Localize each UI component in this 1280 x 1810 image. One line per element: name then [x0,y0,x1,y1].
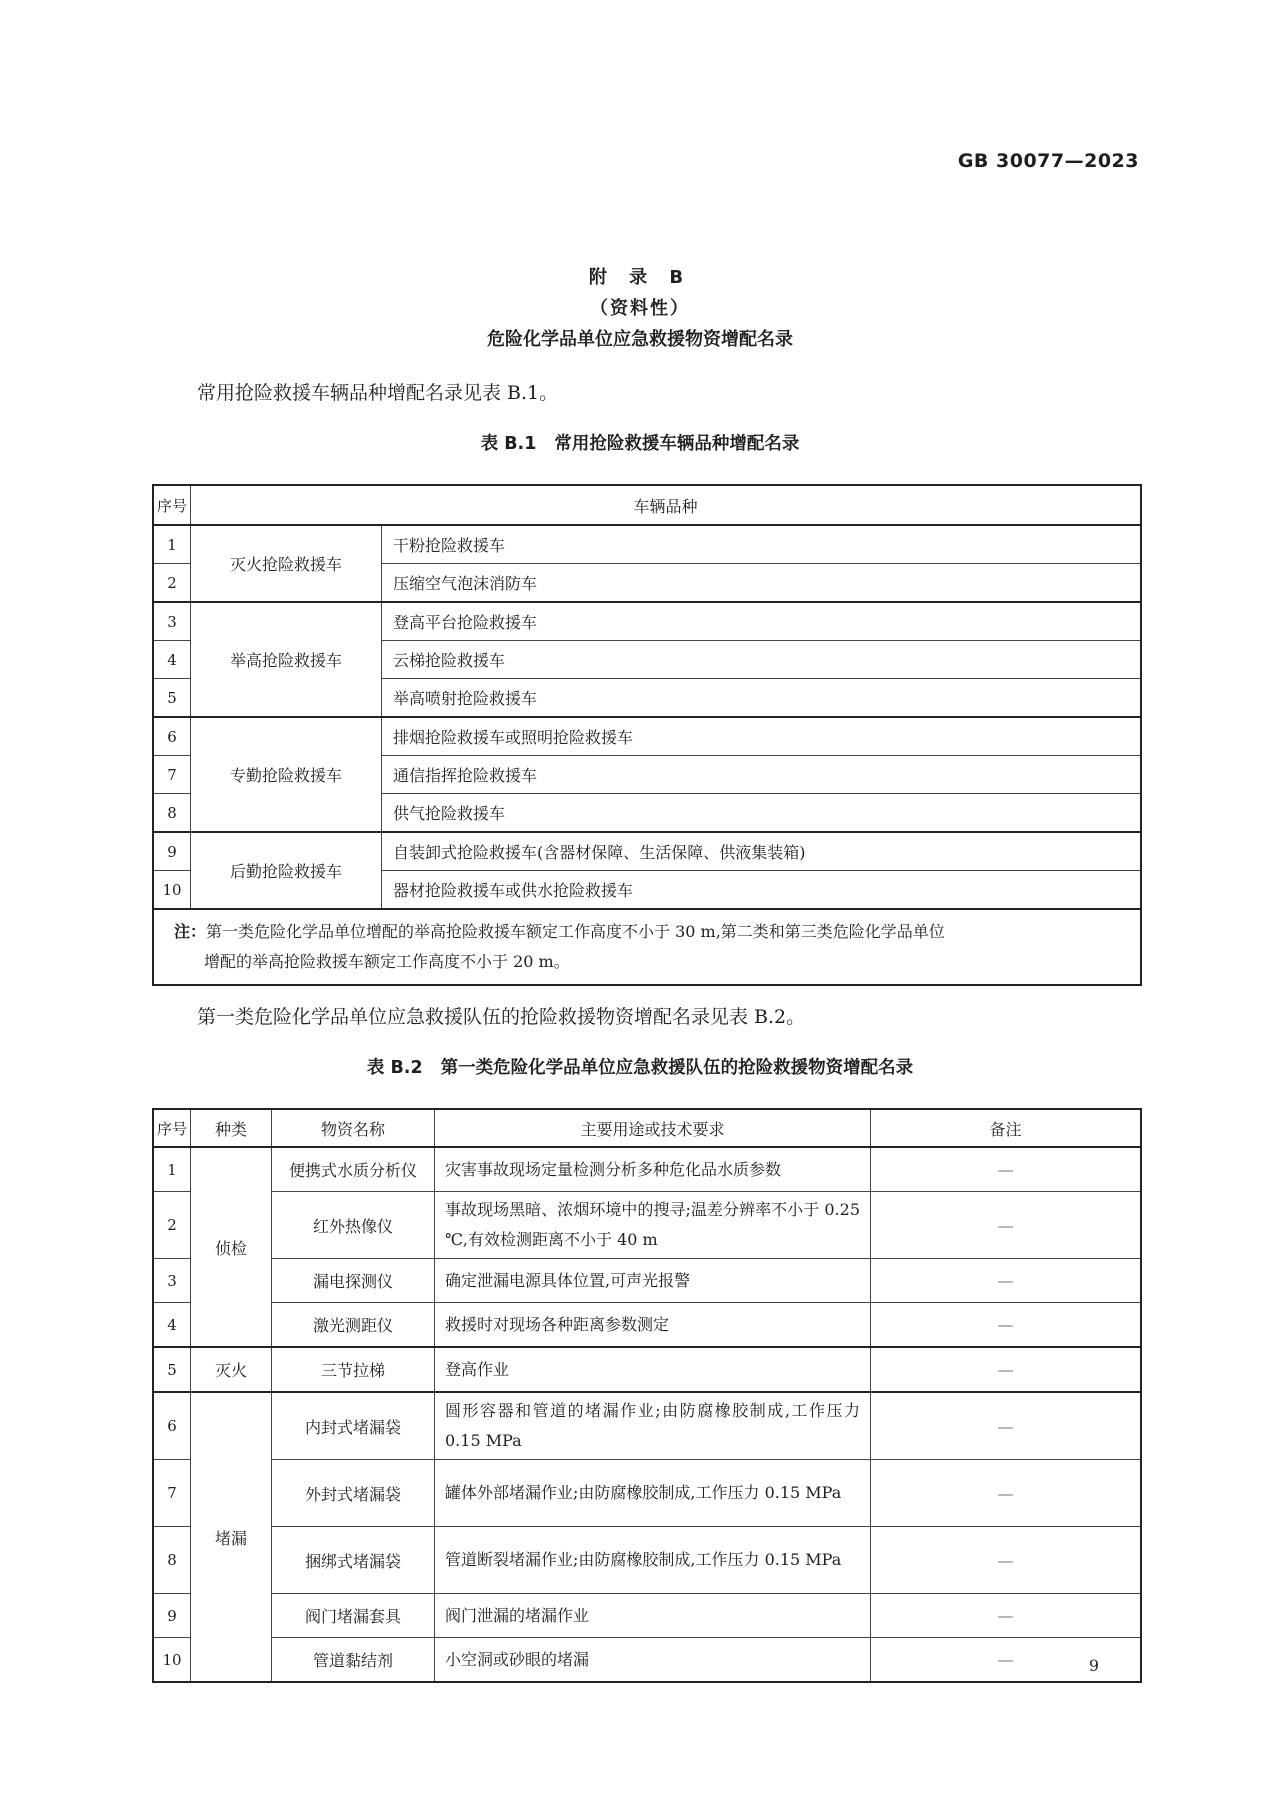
material-remark: — [871,1147,1142,1192]
row-number: 7 [153,756,191,794]
row-number: 5 [153,679,191,718]
table-b2-header-number: 序号 [153,1109,191,1147]
appendix-subtitle: （资料性） [590,298,690,319]
material-usage: 罐体外部堵漏作业;由防腐橡胶制成,工作压力 0.15 MPa [435,1460,871,1527]
material-remark: — [871,1460,1142,1527]
table-b1-header-row [153,485,1141,525]
material-name: 激光测距仪 [272,1303,435,1348]
vehicle-item: 压缩空气泡沫消防车 [382,564,1142,603]
vehicle-item: 通信指挥抢险救援车 [382,756,1142,794]
table-b2-header-usage: 主要用途或技术要求 [435,1109,871,1147]
table-row [153,1192,1141,1259]
material-remark: — [871,1527,1142,1594]
table-b1-caption-title: 常用抢险救援车辆品种增配名录 [554,434,800,454]
vehicle-category: 灭火抢险救援车 [191,525,382,602]
table-b2-header-row [153,1109,1141,1147]
table-row [153,717,1141,756]
material-name: 内封式堵漏袋 [272,1392,435,1460]
row-number: 2 [153,564,191,603]
row-number: 4 [153,1303,191,1348]
table-b2-header-remark: 备注 [871,1109,1142,1147]
table-b2-caption-number: 表 B.2 [366,1058,423,1078]
table-b2-caption [0,1054,1280,1079]
table-b1 [152,484,1142,986]
table-row [153,1638,1141,1683]
intro-paragraph-table-b2: 第一类危险化学品单位应急救援队伍的抢险救援物资增配名录见表 B.2。 [197,1006,806,1028]
material-kind: 灭火 [191,1347,272,1392]
intro-paragraph-table-b1: 常用抢险救援车辆品种增配名录见表 B.1。 [197,382,559,404]
table-b2-header-material: 物资名称 [272,1109,435,1147]
material-name: 便携式水质分析仪 [272,1147,435,1192]
vehicle-category: 举高抢险救援车 [191,602,382,717]
material-usage: 登高作业 [435,1347,871,1392]
row-number: 5 [153,1347,191,1392]
material-usage: 确定泄漏电源具体位置,可声光报警 [435,1259,871,1303]
appendix-title: 附 录 B [588,267,692,288]
vehicle-item: 云梯抢险救援车 [382,641,1142,679]
material-usage: 圆形容器和管道的堵漏作业;由防腐橡胶制成,工作压力 0.15 MPa [435,1392,871,1460]
row-number: 4 [153,641,191,679]
table-row [153,602,1141,641]
material-usage: 事故现场黑暗、浓烟环境中的搜寻;温差分辨率不小于 0.25 ℃,有效检测距离不小于 40 m [435,1192,871,1259]
row-number: 6 [153,717,191,756]
row-number: 9 [153,1594,191,1638]
table-row [153,1392,1141,1460]
material-remark: — [871,1303,1142,1348]
material-name: 红外热像仪 [272,1192,435,1259]
material-remark: — [871,1192,1142,1259]
vehicle-item: 供气抢险救援车 [382,794,1142,833]
table-row [153,525,1141,564]
table-b1-caption-number: 表 B.1 [480,434,537,454]
appendix-heading [0,262,1280,355]
table-row [153,1460,1141,1527]
material-remark: — [871,1392,1142,1460]
material-name: 三节拉梯 [272,1347,435,1392]
table-b2-header-kind: 种类 [191,1109,272,1147]
appendix-main-heading: 危险化学品单位应急救援物资增配名录 [487,329,793,350]
row-number: 7 [153,1460,191,1527]
note-line-2: 增配的举高抢险救援车额定工作高度不小于 20 m。 [204,952,570,971]
material-usage: 小空洞或砂眼的堵漏 [435,1638,871,1683]
table-b1-caption [0,430,1280,455]
vehicle-item: 自装卸式抢险救援车(含器材保障、生活保障、供液集装箱) [382,832,1142,871]
material-remark: — [871,1347,1142,1392]
material-remark: — [871,1259,1142,1303]
row-number: 6 [153,1392,191,1460]
row-number: 8 [153,794,191,833]
material-usage: 灾害事故现场定量检测分析多种危化品水质参数 [435,1147,871,1192]
material-usage: 管道断裂堵漏作业;由防腐橡胶制成,工作压力 0.15 MPa [435,1527,871,1594]
material-kind: 侦检 [191,1147,272,1347]
table-row [153,1527,1141,1594]
table-row [153,832,1141,871]
material-name: 管道黏结剂 [272,1638,435,1683]
row-number: 9 [153,832,191,871]
row-number: 3 [153,602,191,641]
table-row [153,1259,1141,1303]
vehicle-item: 排烟抢险救援车或照明抢险救援车 [382,717,1142,756]
vehicle-item: 器材抢险救援车或供水抢险救援车 [382,871,1142,910]
table-row [153,1147,1141,1192]
vehicle-category: 后勤抢险救援车 [191,832,382,909]
table-b1-note [153,909,1141,985]
row-number: 2 [153,1192,191,1259]
material-name: 捆绑式堵漏袋 [272,1527,435,1594]
row-number: 3 [153,1259,191,1303]
row-number: 10 [153,1638,191,1683]
row-number: 10 [153,871,191,910]
vehicle-item: 登高平台抢险救援车 [382,602,1142,641]
table-row [153,1594,1141,1638]
material-usage: 阀门泄漏的堵漏作业 [435,1594,871,1638]
row-number: 8 [153,1527,191,1594]
row-number: 1 [153,1147,191,1192]
material-name: 外封式堵漏袋 [272,1460,435,1527]
vehicle-item: 举高喷射抢险救援车 [382,679,1142,718]
material-kind: 堵漏 [191,1392,272,1682]
material-name: 阀门堵漏套具 [272,1594,435,1638]
table-b1-note-row [153,909,1141,985]
note-label: 注： [174,922,207,941]
vehicle-item: 干粉抢险救援车 [382,525,1142,564]
page-number: 9 [1088,1656,1099,1675]
table-row [153,1303,1141,1348]
table-b2 [152,1108,1142,1683]
material-usage: 救援时对现场各种距离参数测定 [435,1303,871,1348]
table-row [153,1347,1141,1392]
vehicle-category: 专勤抢险救援车 [191,717,382,832]
table-b1-header-vehicle-type: 车辆品种 [191,485,1142,525]
material-remark: — [871,1638,1142,1683]
note-line-1: 第一类危险化学品单位增配的举高抢险救援车额定工作高度不小于 30 m,第二类和第三类危险化学品单位 [206,922,945,941]
row-number: 1 [153,525,191,564]
table-b1-header-number: 序号 [153,485,191,525]
standard-code: GB 30077—2023 [957,150,1139,172]
material-name: 漏电探测仪 [272,1259,435,1303]
material-remark: — [871,1594,1142,1638]
table-b2-caption-title: 第一类危险化学品单位应急救援队伍的抢险救援物资增配名录 [440,1058,914,1078]
